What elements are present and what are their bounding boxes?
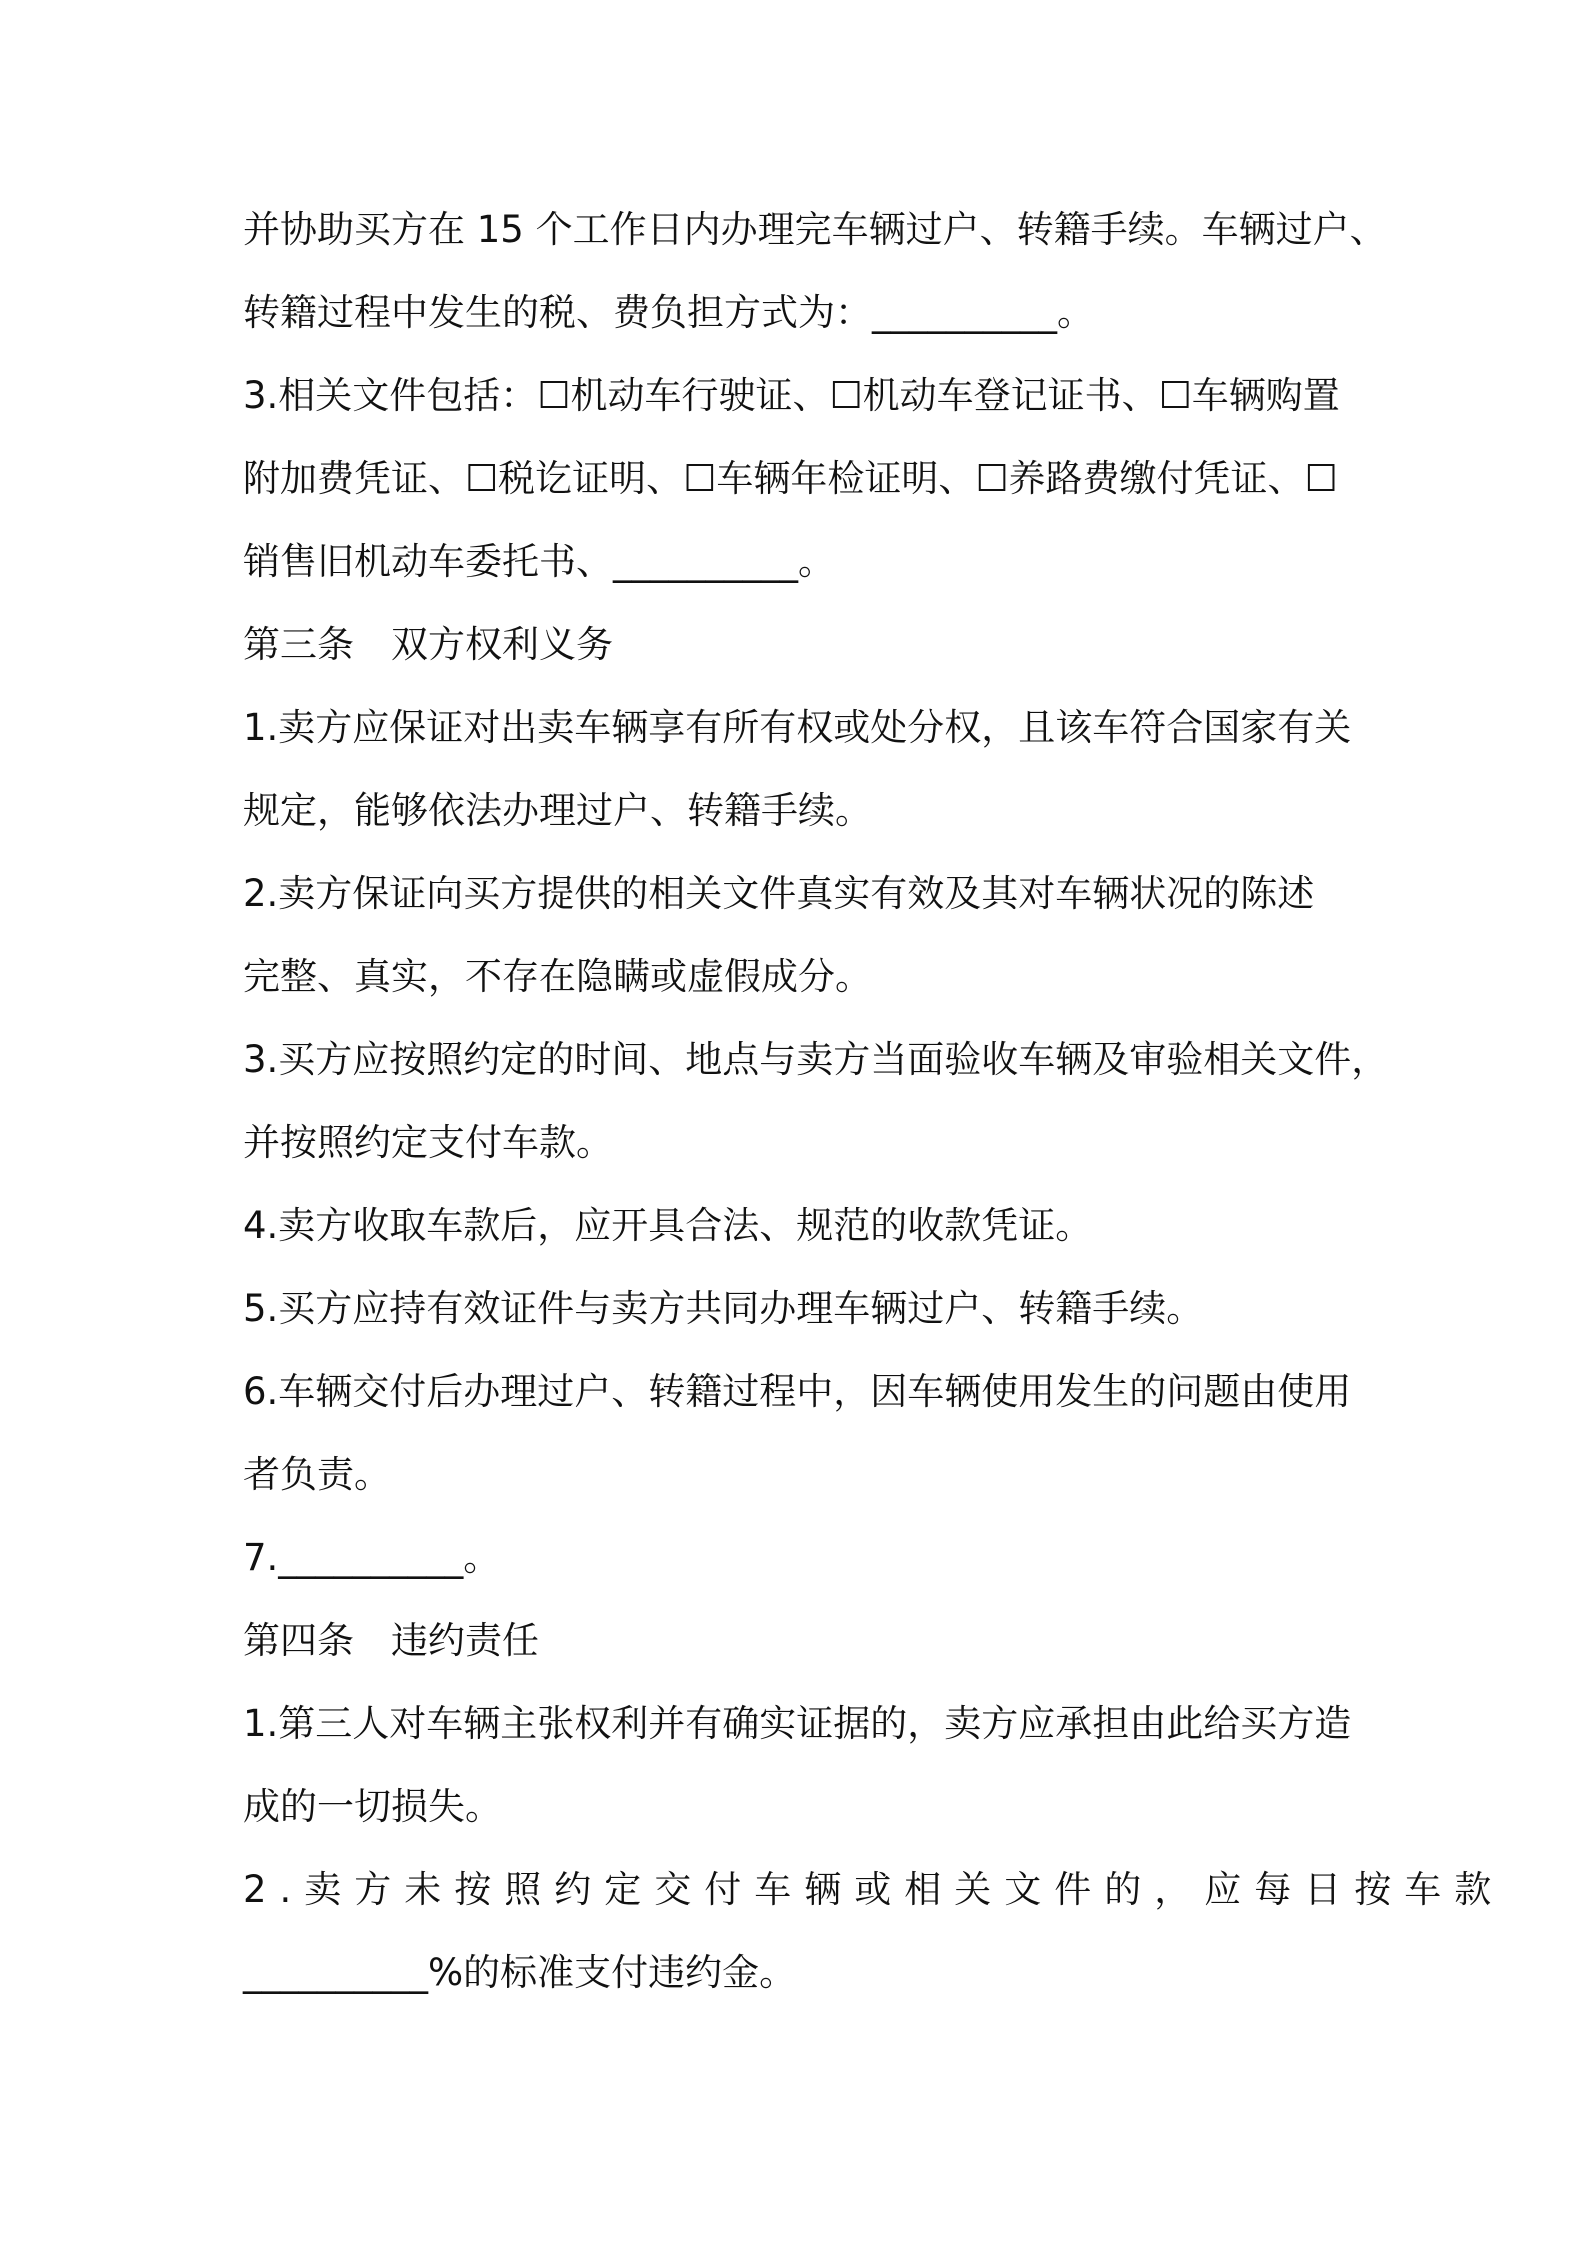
text-line: 7.__________。 xyxy=(243,1536,501,1579)
text-line: 2.卖方未按照约定交付车辆或相关文件的，应每日按车款 xyxy=(243,1868,1505,1911)
text-line: 转籍过程中发生的税、费负担方式为：__________。 xyxy=(243,291,1094,334)
text-line: 1.第三人对车辆主张权利并有确实证据的，卖方应承担由此给买方造 xyxy=(243,1702,1352,1745)
text-line: 3.买方应按照约定的时间、地点与卖方当面验收车辆及审验相关文件， xyxy=(243,1038,1389,1081)
text-line: 并按照约定支付车款。 xyxy=(243,1121,613,1164)
section-heading: 第四条 违约责任 xyxy=(243,1619,539,1662)
text-line: 2.卖方保证向买方提供的相关文件真实有效及其对车辆状况的陈述 xyxy=(243,872,1315,915)
text-line: 规定，能够依法办理过户、转籍手续。 xyxy=(243,789,872,832)
text-line: 5.买方应持有效证件与卖方共同办理车辆过户、转籍手续。 xyxy=(243,1287,1204,1330)
text-line: 4.卖方收取车款后，应开具合法、规范的收款凭证。 xyxy=(243,1204,1093,1247)
text-line: __________%的标准支付违约金。 xyxy=(243,1951,797,1994)
text-line: 附加费凭证、☐税讫证明、☐车辆年检证明、☐养路费缴付凭证、☐ xyxy=(243,457,1338,500)
text-line: 6.车辆交付后办理过户、转籍过程中，因车辆使用发生的问题由使用 xyxy=(243,1370,1352,1413)
text-line: 者负责。 xyxy=(243,1453,391,1496)
section-heading: 第三条 双方权利义务 xyxy=(243,623,613,666)
text-line: 1.卖方应保证对出卖车辆享有所有权或处分权，且该车符合国家有关 xyxy=(243,706,1352,749)
text-line: 成的一切损失。 xyxy=(243,1785,502,1828)
text-line: 3.相关文件包括：☐机动车行驶证、☐机动车登记证书、☐车辆购置 xyxy=(243,374,1340,417)
text-line: 并协助买方在 15 个工作日内办理完车辆过户、转籍手续。车辆过户、 xyxy=(243,208,1387,251)
text-line: 完整、真实，不存在隐瞒或虚假成分。 xyxy=(243,955,872,998)
text-line: 销售旧机动车委托书、__________。 xyxy=(243,540,835,583)
